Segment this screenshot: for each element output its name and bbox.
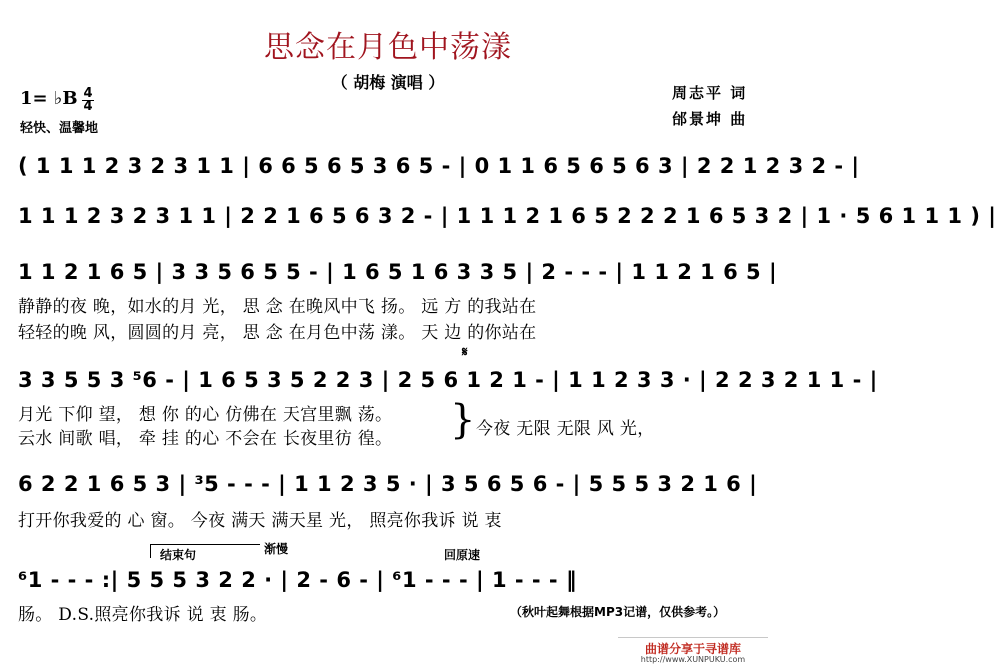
performer-credit: （ 胡梅 演唱 ） xyxy=(331,73,445,92)
lyrics-verse2-line3: 轻轻的晚 风，圆圆的月 亮， 思 念 在月色中荡 漾。 天 边 的你站在 xyxy=(18,323,537,343)
ending-bracket xyxy=(150,544,260,545)
site-watermark xyxy=(618,637,768,667)
key-signature: 1= ♭B xyxy=(20,88,78,109)
segno-sign: 𝄋 xyxy=(462,345,468,360)
tempo-marking: 轻快、温馨地 xyxy=(20,121,99,136)
lyrics-line5: 打开你我爱的 心 窗。 今夜 满天 满天星 光， 照亮你我诉 说 衷 xyxy=(18,511,502,531)
lyricist-credit: 周志平 词 xyxy=(672,84,748,102)
staff-line-2: 1 1 1 2 3 2 3 1 1 | 2 2 1 6 5 6 3 2 - | 1 1 1 2 1 6 5 2 2 2 1 6 5 3 2 | 1 · 5 6 1 1 1 ) | xyxy=(18,204,996,228)
lyrics-verse2-line4: 云水 间歌 唱， 牵 挂 的心 不会在 长夜里彷 徨。 xyxy=(18,429,393,449)
site-url: http://www.XUNPUKU.com xyxy=(640,655,746,664)
staff-line-4: 3 3 5 5 3 ⁵6 - | 1 6 5 3 5 2 2 3 | 2 5 6 1 2 1 - | 1 1 2 3 3 · | 2 2 3 2 1 1 - | xyxy=(18,368,878,392)
verse-brace: } xyxy=(450,397,476,443)
site-name: 曲谱分享于寻谱库 xyxy=(644,642,741,656)
ending-bracket-left xyxy=(150,544,151,558)
staff-line-6: ⁶1 - - - :| 5 5 5 3 2 2 · | 2 - 6 - | ⁶1 - - - | 1 - - - ‖ xyxy=(18,568,577,592)
staff-line-3: 1 1 2 1 6 5 | 3 3 5 6 5 5 - | 1 6 5 1 6 3 3 5 | 2 - - - | 1 1 2 1 6 5 | xyxy=(18,260,778,284)
lyrics-chorus-line4: 今夜 无限 无限 风 光， xyxy=(476,419,655,439)
composer-credit: 邰景坤 曲 xyxy=(672,110,748,128)
lyrics-verse1-line3: 静静的夜 晚，如水的月 光， 思 念 在晚风中飞 扬。 远 方 的我站在 xyxy=(18,297,537,317)
time-signature-bottom: 4 xyxy=(83,99,93,114)
transcription-note: （秋叶起舞根据MP3记谱，仅供参考。） xyxy=(510,605,726,619)
time-signature-top: 4 xyxy=(83,86,93,101)
a-tempo-marker: 回原速 xyxy=(444,548,481,562)
time-signature xyxy=(82,88,94,113)
staff-line-5: 6 2 2 1 6 5 3 | ³5 - - - | 1 1 2 3 5 · | 3 5 6 5 6 - | 5 5 5 3 2 1 6 | xyxy=(18,472,758,496)
lyrics-verse1-line4: 月光 下仰 望， 想 你 的心 仿佛在 天宫里飘 荡。 xyxy=(18,405,393,425)
lyrics-line6: 肠。 D.S.照亮你我诉 说 衷 肠。 xyxy=(18,605,268,625)
staff-line-1: ( 1 1 1 2 3 2 3 1 1 | 6 6 5 6 5 3 6 5 - | 0 1 1 6 5 6 5 6 3 | 2 2 1 2 3 2 - | xyxy=(18,154,860,178)
ending-marker: 结束句 xyxy=(160,548,197,562)
song-title: 思念在月色中荡漾 xyxy=(264,30,512,65)
ritardando-marker: 渐慢 xyxy=(264,542,289,556)
